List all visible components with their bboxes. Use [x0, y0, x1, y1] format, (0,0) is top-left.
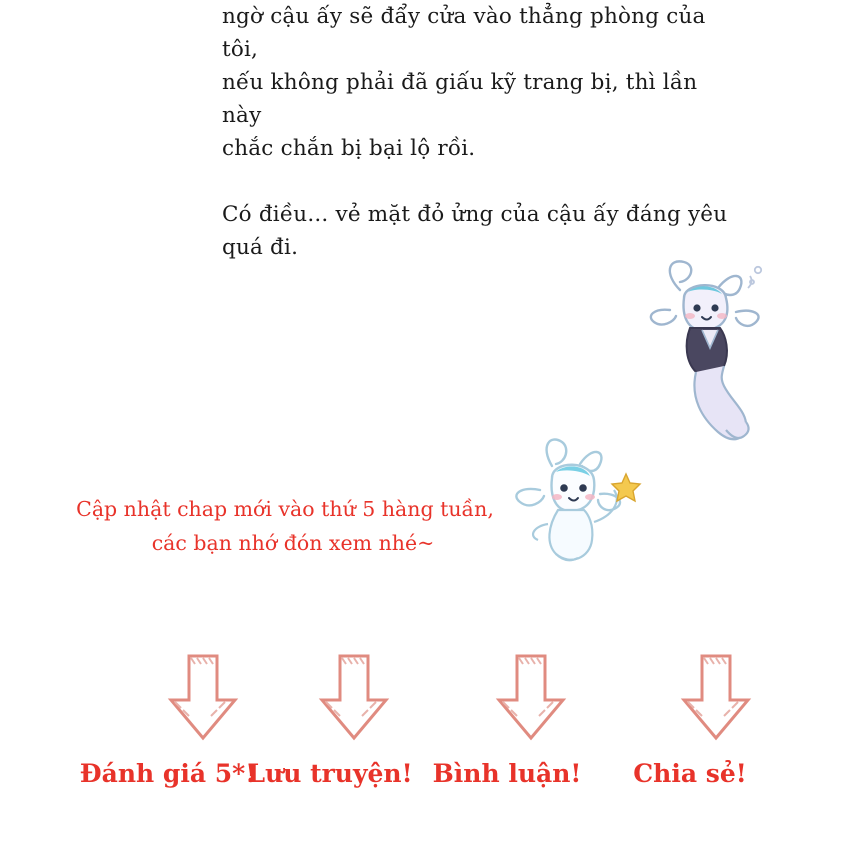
call-to-action-row [0, 648, 850, 828]
cta-label: Chia sẻ! [633, 759, 747, 788]
announcement-line-2: các bạn nhớ đón xem nhé~ [151, 531, 435, 555]
update-announcement [70, 492, 500, 560]
ghost-character-light-smiling [500, 432, 660, 592]
cta-comment[interactable] [422, 648, 592, 788]
announcement-line-1: Cập nhật chap mới vào thứ 5 hàng tuần, [76, 497, 494, 521]
down-arrow-icon [642, 648, 790, 753]
narration-line: ngờ cậu ấy sẽ đẩy cửa vào thẳng phòng của tôi, [222, 4, 706, 62]
ghost-character-dark-robe [640, 252, 780, 467]
cta-save[interactable] [240, 648, 420, 788]
narration-line: nếu không phải đã giấu kỹ trang bị, thì lần này [222, 70, 698, 128]
narration-line: chắc chắn bị bại lộ rồi. [222, 136, 476, 161]
cta-label: Bình luận! [432, 759, 582, 788]
narration-line: Có điều... vẻ mặt đỏ ửng của cậu ấy đáng yêu [222, 202, 728, 227]
cta-label: Lưu truyện! [247, 759, 413, 788]
paragraph-spacer [222, 165, 742, 198]
cta-share[interactable] [590, 648, 790, 788]
cta-label: Đánh giá 5*! [79, 759, 257, 788]
narration-block [222, 0, 742, 264]
down-arrow-icon [288, 648, 420, 753]
down-arrow-icon [470, 648, 592, 753]
narration-line: quá đi. [222, 235, 299, 260]
